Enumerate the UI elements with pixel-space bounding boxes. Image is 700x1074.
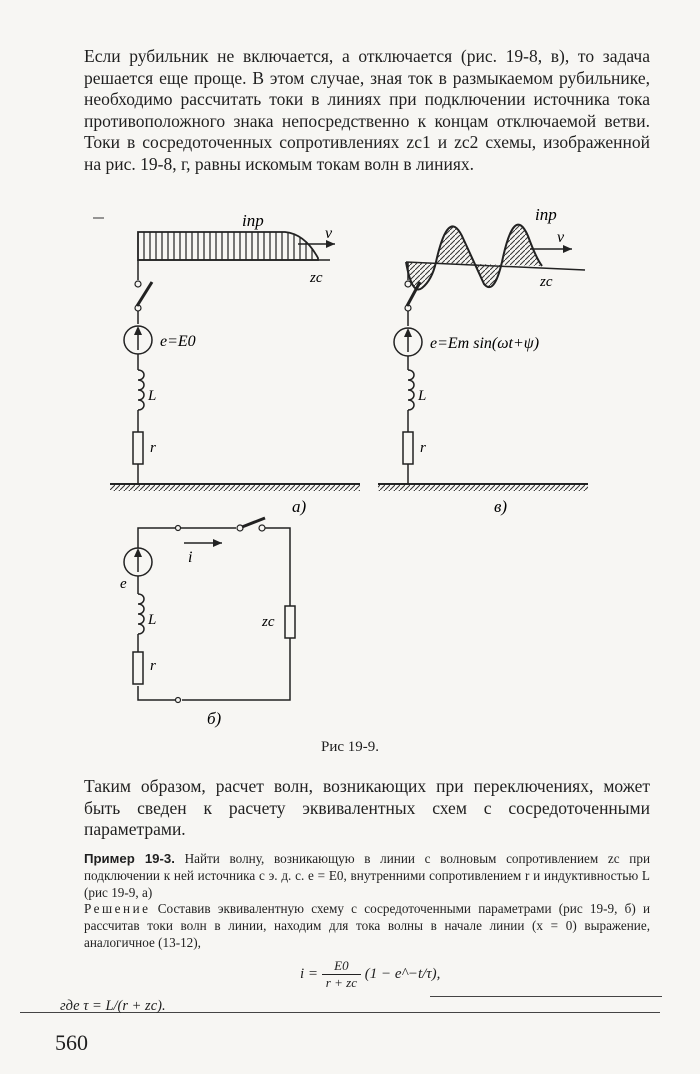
label-L-v: L [418, 388, 427, 404]
label-r-v: r [420, 440, 426, 456]
panel-b [120, 518, 295, 728]
current-wave-rectangular [138, 232, 330, 260]
label-L-b: L [148, 612, 157, 628]
tau-definition: где τ = L/(r + zc). [60, 998, 166, 1014]
ground-a [110, 484, 360, 491]
ground-v [378, 484, 588, 491]
formula-numerator: E0 [322, 958, 361, 975]
formula-current [300, 958, 440, 991]
arrow-v-v [530, 245, 572, 253]
formula-denominator: r + zc [325, 975, 357, 990]
paragraph-conclusion [84, 776, 650, 841]
figure-caption: Рис 19-9. [320, 739, 380, 755]
source-a [124, 326, 152, 354]
paragraph-conclusion-text: Таким образом, расчет волн, возникающих при переключениях, может быть сведен к расчету эквивалентных схем с сосредоточенными параметрами. [84, 776, 650, 839]
label-i-b: i [188, 549, 193, 566]
formula-lhs: i = [300, 965, 319, 982]
switch-a [135, 281, 152, 311]
panel-v [378, 205, 588, 516]
solution-block [84, 900, 650, 951]
label-e-b: e [120, 576, 127, 592]
label-e-Em: e=Em sin(ωt+ψ) [430, 335, 540, 352]
label-panel-a: a) [292, 497, 307, 516]
arrow-i-b [184, 539, 222, 547]
resistor-v [403, 432, 413, 464]
solution-title: Решение [84, 901, 151, 916]
inductor-b [138, 594, 144, 634]
label-r-a: r [150, 440, 156, 456]
label-v-v: v [557, 229, 565, 246]
resistor-zc-b [285, 606, 295, 638]
solution-text: Составив эквивалентную схему с сосредоточенными параметрами (рис 19-9, б) и рассчитав токи волн в линии, находим для тока волны в начале линии (x = 0) выражение, аналогичное (13-12), [84, 901, 650, 950]
example-block [84, 850, 650, 901]
label-zc-b: zc [262, 614, 275, 630]
label-r-b: r [150, 658, 156, 674]
inductor-v [408, 370, 414, 410]
source-b [124, 548, 152, 576]
formula-fraction [322, 958, 361, 991]
source-v [394, 328, 422, 356]
paragraph-intro-text: Если рубильник не включается, а отключается (рис. 19-8, в), то задача решается еще проще. В этом случае, зная ток в размыкаемом рубильнике, необходимо рассчитать токи в линиях при подключении источника тока противоположного знака непосредственно к концам отключаемой ветви. Токи в сосредоточенных сопротивлениях zc1 и zc2 схемы, изображенной на рис. 19-8, г, равны искомым токам волн в линиях. [84, 46, 650, 174]
label-panel-b: б) [207, 709, 222, 728]
label-i-pr-v: iпр [535, 205, 557, 224]
formula-rhs: (1 − e^−t/τ), [364, 965, 441, 982]
label-v-a: v [325, 225, 333, 242]
inductor-a [138, 370, 144, 410]
figure-19-9 [0, 200, 700, 740]
page-number: 560 [55, 1030, 88, 1055]
example-text: Найти волну, возникающую в линии с волновым сопротивлением zc при подключении к ней источника с э. д. с. e = E0, внутренними сопротивлением r и индуктивностью L (рис 19-9, а) [84, 851, 651, 900]
label-panel-v: в) [494, 497, 508, 516]
label-zc-v: zc [540, 274, 553, 290]
resistor-a [133, 432, 143, 464]
resistor-b [133, 652, 143, 684]
switch-b [237, 518, 265, 531]
paragraph-intro [84, 46, 650, 175]
label-zc-a: zc [310, 270, 323, 286]
label-i-pr-a: iпр [242, 211, 264, 230]
panel-a [93, 211, 360, 516]
rule-right [430, 996, 662, 997]
label-e-E0: e=E0 [160, 333, 196, 350]
label-L-a: L [148, 388, 157, 404]
example-title: Пример 19-3. [84, 851, 175, 866]
